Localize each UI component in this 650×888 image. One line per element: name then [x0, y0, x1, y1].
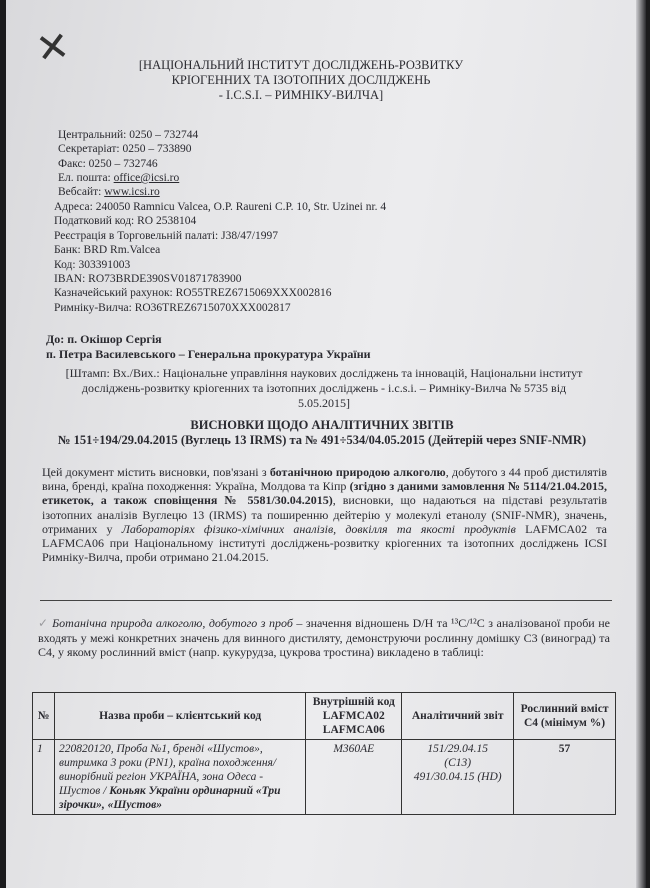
addressee	[46, 332, 371, 362]
intro-italic-1: Лабораторіях фізико-хімічних аналізів, довкілля та якості продуктів	[121, 521, 516, 536]
institute-header	[136, 58, 466, 103]
corner-mark: ✕	[33, 22, 73, 73]
table-header-row	[33, 693, 616, 740]
institute-line-3: - I.C.S.I. – РИМНІКУ-ВИЛЧА]	[218, 88, 384, 102]
finding-text: – значення відношень D/H та ¹³C/¹²C з аналізованої проби не входять у межі конкретних значень для винного дистиляту, демонструючи рослинну домішку С3 (виноград) та С4, у якому рослинний вміст (напр. кукурудза, цукрова тростина) викладено в таблиці:	[38, 616, 610, 659]
email-label: Ел. пошта:	[58, 171, 114, 184]
email-link[interactable]: office@icsi.ro	[113, 171, 180, 184]
rimnicu-account: Римніку-Вилча: RO36TREZ6715070XXX002817	[54, 301, 291, 314]
document-page	[6, 0, 646, 888]
sample-name: 220820120, Проба №1, бренді «Шустов», витримка 3 роки (PN1), країна походження/ винорібний регіон УКРАЇНА, зона Одеса - Шустов /	[58, 743, 277, 797]
phone-central: Центральний: 0250 – 732744	[58, 129, 199, 141]
addressee-line-2: п. Петра Василевського – Генеральна прокуратура України	[46, 347, 371, 361]
report-line-2: (C13)	[444, 757, 472, 769]
email-line	[58, 171, 198, 185]
finding-paragraph	[38, 616, 610, 660]
iban: IBAN: RO73BRDE390SV01871783900	[54, 273, 242, 286]
cell-value: 57	[514, 740, 616, 815]
tax-code: Податковий код: RO 2538104	[54, 215, 197, 228]
intro-bold-1: ботанічною природою алкоголю	[269, 465, 446, 479]
contacts-block	[58, 128, 198, 199]
col-header-internal-code: Внутрішній код LAFMCA02 LAFMCA06	[306, 693, 402, 740]
institute-line-2: КРІОГЕННИХ ТА ІЗОТОПНИХ ДОСЛІДЖЕНЬ	[171, 73, 431, 87]
sample-product: Коньяк України ординарний «Три зірочки», «Шустов»	[58, 785, 281, 811]
report-line-3: 491/30.04.15 (HD)	[413, 771, 502, 783]
title-line-2: № 151÷194/29.04.2015 (Вуглець 13 IRMS) та № 491÷534/04.05.2015 (Дейтерій через SNIF-NMR)	[57, 433, 587, 447]
intro-text-4: LAFMCA02 та LAFMCA06 при Національному інституті досліджень-розвитку кріогенних та ізотопних досліджень ICSI Римніку-Вилча, проби отримано 21.04.2015.	[42, 521, 607, 565]
checkmark-icon: ✓	[38, 616, 49, 630]
intro-text-1: Цей документ містить висновки, пов'язані з	[42, 465, 270, 479]
website-line	[58, 185, 198, 199]
treasury-account: Казначейський рахунок: RO55TREZ6715069XXX002816	[54, 287, 332, 300]
fax: Факс: 0250 – 732746	[58, 157, 158, 170]
website-link[interactable]: www.icsi.ro	[104, 186, 160, 199]
col-header-report: Аналітичний звіт	[402, 693, 514, 740]
intro-text-3: , висновки, що надаються на підставі результатів ізотопних аналізів Вуглецю 13 (IRMS) та поширенню дейтерію у молекулі етанолу (SNIF-NMR), значень, отриманих у	[42, 493, 607, 536]
bank-code: Код: 303391003	[54, 258, 131, 271]
website-label: Вебсайт:	[58, 186, 105, 199]
address: Адреса: 240050 Ramnicu Valcea, O.P. Raureni C.P. 10, Str. Uzinei nr. 4	[54, 201, 387, 213]
phone-secretariat: Секретаріат: 0250 – 733890	[58, 143, 192, 156]
cell-name	[54, 740, 305, 815]
institute-line-1: [НАЦІОНАЛЬНИЙ ІНСТИТУТ ДОСЛІДЖЕНЬ-РОЗВИТКУ	[138, 58, 464, 72]
intro-bold-2: (згідно з даними замовлення № 5114/21.04.2015, етикеток, а також сповіщення № 5581/30.04.2015)	[42, 479, 607, 508]
report-line-1: 151/29.04.15	[427, 743, 489, 755]
results-table	[32, 692, 616, 815]
chamber-registration: Реєстрація в Торговельній палаті: J38/47/1997	[54, 229, 278, 242]
col-header-name: Назва проби – клієнтський код	[54, 693, 305, 740]
page-edge-shadow	[636, 0, 646, 888]
intro-paragraph	[42, 465, 607, 564]
stamp-note: [Штамп: Вх./Вих.: Національне управління наукових досліджень та інновацій, Національни інститут досліджень-розвитку кріогенних та ізотопних досліджень - i.c.s.i. – Римніку-Вилча № 5735 від 5.05.2015]	[65, 366, 583, 410]
addressee-line-1: До: п. Окішор Сергія	[46, 332, 162, 346]
col-header-plant-content: Рослинний вміст С4 (мінімум %)	[514, 693, 616, 740]
col-header-no: №	[33, 693, 55, 740]
title-line-1: ВИСНОВКИ ЩОДО АНАЛІТИЧНИХ ЗВІТІВ	[190, 418, 454, 432]
intro-text-2: , добутого з 44 проб дистилятів вина, бренді, країна походження: Україна, Молдова та Кіпр	[42, 465, 607, 494]
document-title	[42, 418, 602, 448]
cell-code: M360AE	[306, 740, 402, 815]
registration-block	[54, 200, 386, 315]
cell-no: 1	[33, 740, 55, 815]
finding-italic: Ботанічна природа алкоголю, добутого з проб	[52, 616, 293, 630]
cell-report	[402, 740, 514, 815]
divider-line	[40, 600, 612, 601]
table-row	[33, 740, 616, 815]
bank: Банк: BRD Rm.Valcea	[54, 244, 161, 257]
